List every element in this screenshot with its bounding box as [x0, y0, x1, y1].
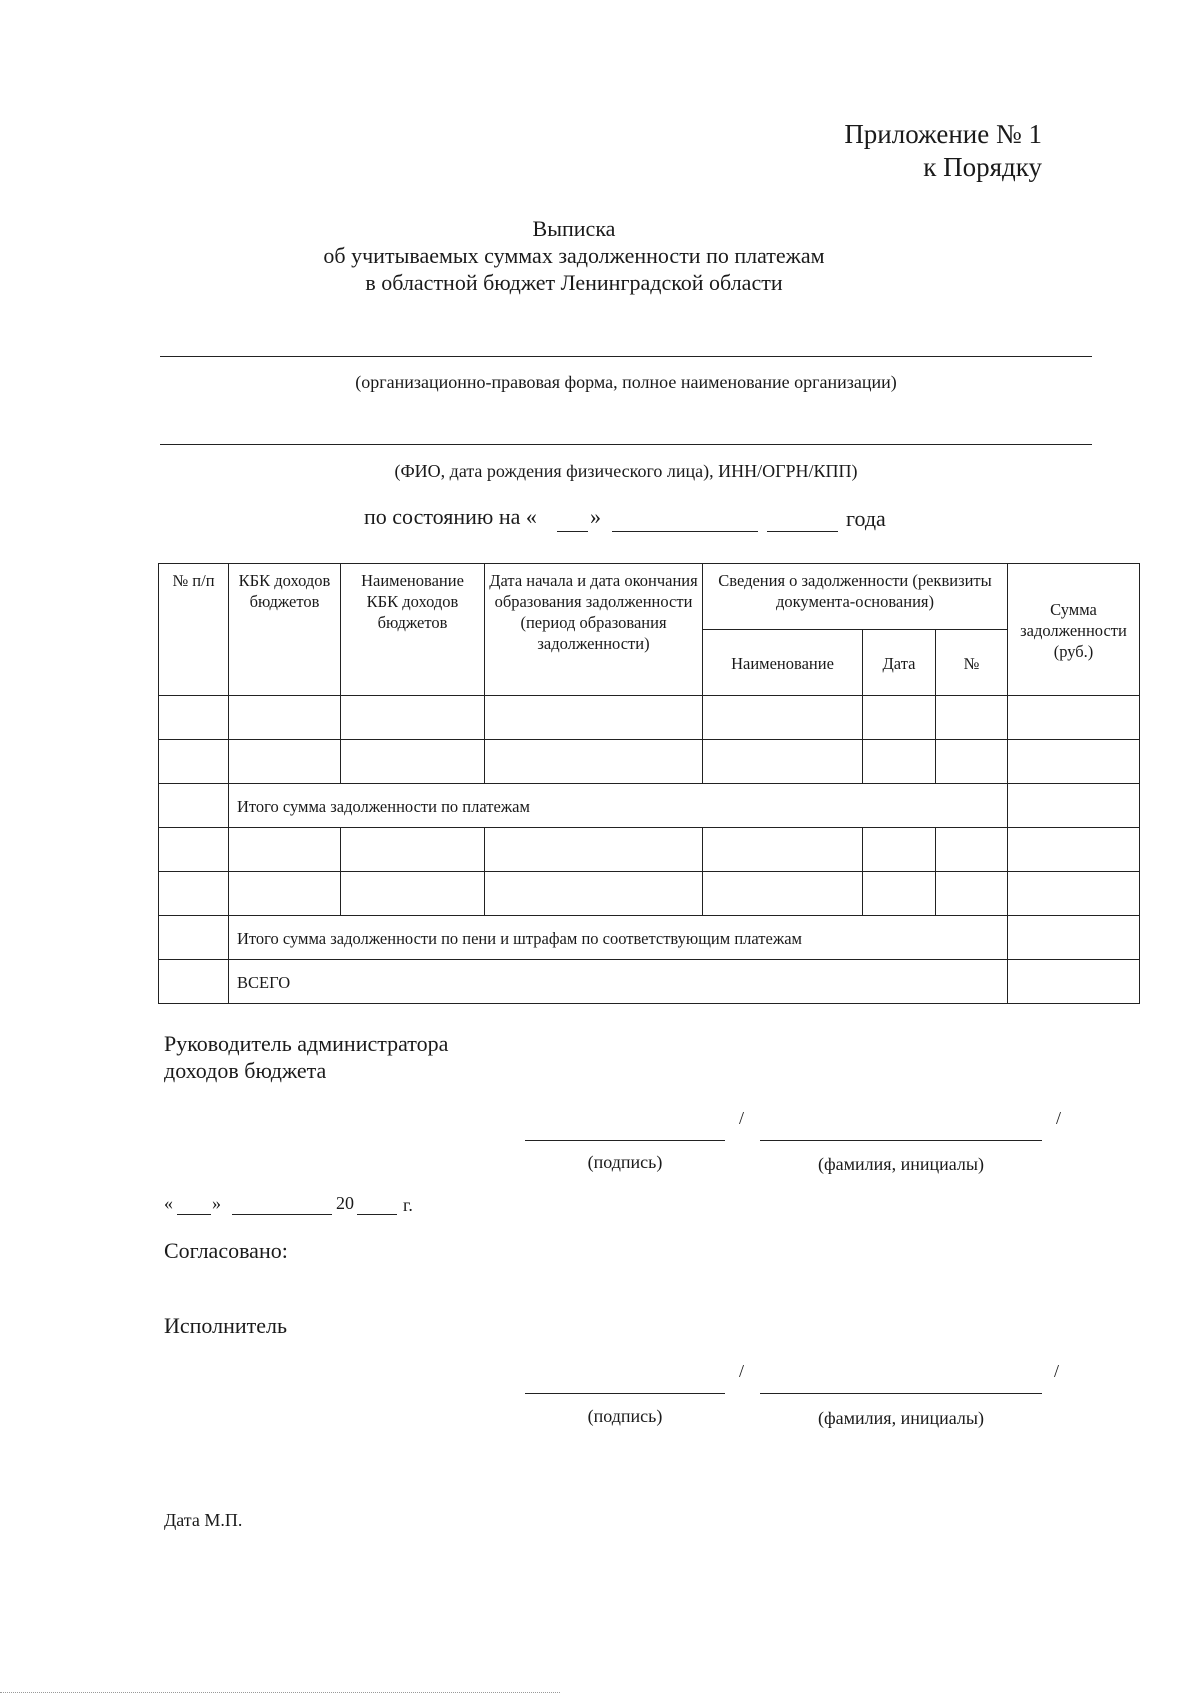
table-cell[interactable] [229, 740, 341, 784]
header-debt-info: Сведения о задолженности (реквизиты документа-основания) [703, 564, 1008, 630]
table-row [159, 696, 1140, 740]
executor-signature-caption: (подпись) [587, 1406, 663, 1426]
table-cell[interactable] [485, 828, 703, 872]
date-year-prefix: 20 [336, 1193, 354, 1213]
table-cell[interactable] [159, 872, 229, 916]
document-title [0, 215, 1148, 296]
table-cell[interactable] [936, 740, 1008, 784]
executor-title: Исполнитель [164, 1313, 288, 1338]
table-cell[interactable] [1008, 872, 1140, 916]
table-cell[interactable] [1008, 740, 1140, 784]
table-cell[interactable] [936, 828, 1008, 872]
date-year-field[interactable] [357, 1214, 397, 1215]
table-cell[interactable] [1008, 696, 1140, 740]
person-field-line[interactable] [160, 444, 1092, 445]
table-cell[interactable] [229, 828, 341, 872]
header-info-name: Наименование [703, 630, 863, 696]
table-cell[interactable] [703, 872, 863, 916]
executor-name-caption: (фамилия, инициалы) [818, 1408, 984, 1428]
date-open-quote: « [164, 1193, 173, 1213]
title-line-1: Выписка [532, 216, 616, 241]
table-cell[interactable] [229, 872, 341, 916]
table-cell[interactable] [341, 872, 485, 916]
table-cell[interactable] [863, 740, 936, 784]
table-cell[interactable] [159, 696, 229, 740]
table-cell[interactable] [159, 828, 229, 872]
page-edge-divider [0, 1692, 560, 1693]
table-cell[interactable] [341, 740, 485, 784]
state-month-field[interactable] [612, 531, 758, 532]
table-header-row [159, 564, 1140, 630]
header-info-date: Дата [863, 630, 936, 696]
grand-total-row [159, 960, 1140, 1004]
table-cell[interactable] [159, 784, 229, 828]
title-line-3: в областной бюджет Ленинградской области [365, 270, 783, 295]
table-cell[interactable] [863, 872, 936, 916]
table-cell[interactable] [341, 696, 485, 740]
head-title [164, 1030, 448, 1084]
date-close-quote: » [212, 1193, 221, 1213]
table-cell[interactable] [703, 828, 863, 872]
table-cell[interactable] [485, 872, 703, 916]
head-signature-field[interactable] [525, 1140, 725, 1141]
table-cell[interactable] [703, 696, 863, 740]
date-year-suffix: г. [403, 1195, 413, 1215]
table-cell[interactable] [341, 828, 485, 872]
table-cell[interactable] [863, 696, 936, 740]
date-month-field[interactable] [232, 1214, 332, 1215]
table-row [159, 872, 1140, 916]
state-prefix: по состоянию на « [364, 504, 537, 529]
state-quote-close: » [590, 504, 601, 529]
state-day-field[interactable] [557, 531, 588, 532]
executor-name-field[interactable] [760, 1393, 1042, 1394]
agreed-label: Согласовано: [164, 1238, 288, 1263]
table-cell[interactable] [936, 872, 1008, 916]
debt-table [158, 563, 1140, 1004]
header-kbk: КБК доходов бюджетов [229, 564, 341, 696]
table-cell[interactable] [485, 696, 703, 740]
header-num: № п/п [159, 564, 229, 696]
total-penalties-row [159, 916, 1140, 960]
head-signature-caption: (подпись) [587, 1152, 663, 1172]
table-cell[interactable] [703, 740, 863, 784]
total-penalties-sum[interactable] [1008, 916, 1140, 960]
total-payments-row [159, 784, 1140, 828]
table-cell[interactable] [159, 740, 229, 784]
table-cell[interactable] [936, 696, 1008, 740]
total-payments-sum[interactable] [1008, 784, 1140, 828]
head-slash-2: / [1056, 1108, 1062, 1128]
head-title-line-2: доходов бюджета [164, 1058, 327, 1083]
executor-slash-2: / [1054, 1361, 1060, 1381]
appendix-number: Приложение № 1 [844, 119, 1042, 149]
appendix-header [844, 118, 1042, 184]
table-cell[interactable] [229, 696, 341, 740]
table-cell[interactable] [159, 960, 229, 1004]
total-penalties-label: Итого сумма задолженности по пени и штрафам по соответствующим платежам [229, 916, 1008, 960]
table-cell[interactable] [863, 828, 936, 872]
table-cell[interactable] [159, 916, 229, 960]
organization-caption: (организационно-правовая форма, полное наименование организации) [355, 372, 897, 392]
total-payments-label: Итого сумма задолженности по платежам [229, 784, 1008, 828]
state-year-field[interactable] [767, 531, 838, 532]
table-row [159, 740, 1140, 784]
header-kbk-name: Наименование КБК доходов бюджетов [341, 564, 485, 696]
footer-note: Дата М.П. [164, 1510, 243, 1530]
executor-signature-field[interactable] [525, 1393, 725, 1394]
state-suffix: года [846, 506, 886, 531]
head-title-line-1: Руководитель администратора [164, 1031, 449, 1056]
organization-field-line[interactable] [160, 356, 1092, 357]
table-cell[interactable] [1008, 828, 1140, 872]
executor-slash-1: / [739, 1361, 745, 1381]
head-name-field[interactable] [760, 1140, 1042, 1141]
grand-total-sum[interactable] [1008, 960, 1140, 1004]
person-caption: (ФИО, дата рождения физического лица), ИНН/ОГРН/КПП) [394, 461, 858, 481]
table-row [159, 828, 1140, 872]
appendix-reference: к Порядку [923, 152, 1042, 182]
header-period: Дата начала и дата окончания образования задолженности (период образования задолженности) [485, 564, 703, 696]
grand-total-label: ВСЕГО [229, 960, 1008, 1004]
head-slash-1: / [739, 1108, 745, 1128]
header-info-num: № [936, 630, 1008, 696]
title-line-2: об учитываемых суммах задолженности по платежам [323, 243, 825, 268]
date-day-field[interactable] [177, 1214, 211, 1215]
table-cell[interactable] [485, 740, 703, 784]
header-sum: Сумма задолженности (руб.) [1008, 564, 1140, 696]
head-name-caption: (фамилия, инициалы) [818, 1154, 984, 1174]
